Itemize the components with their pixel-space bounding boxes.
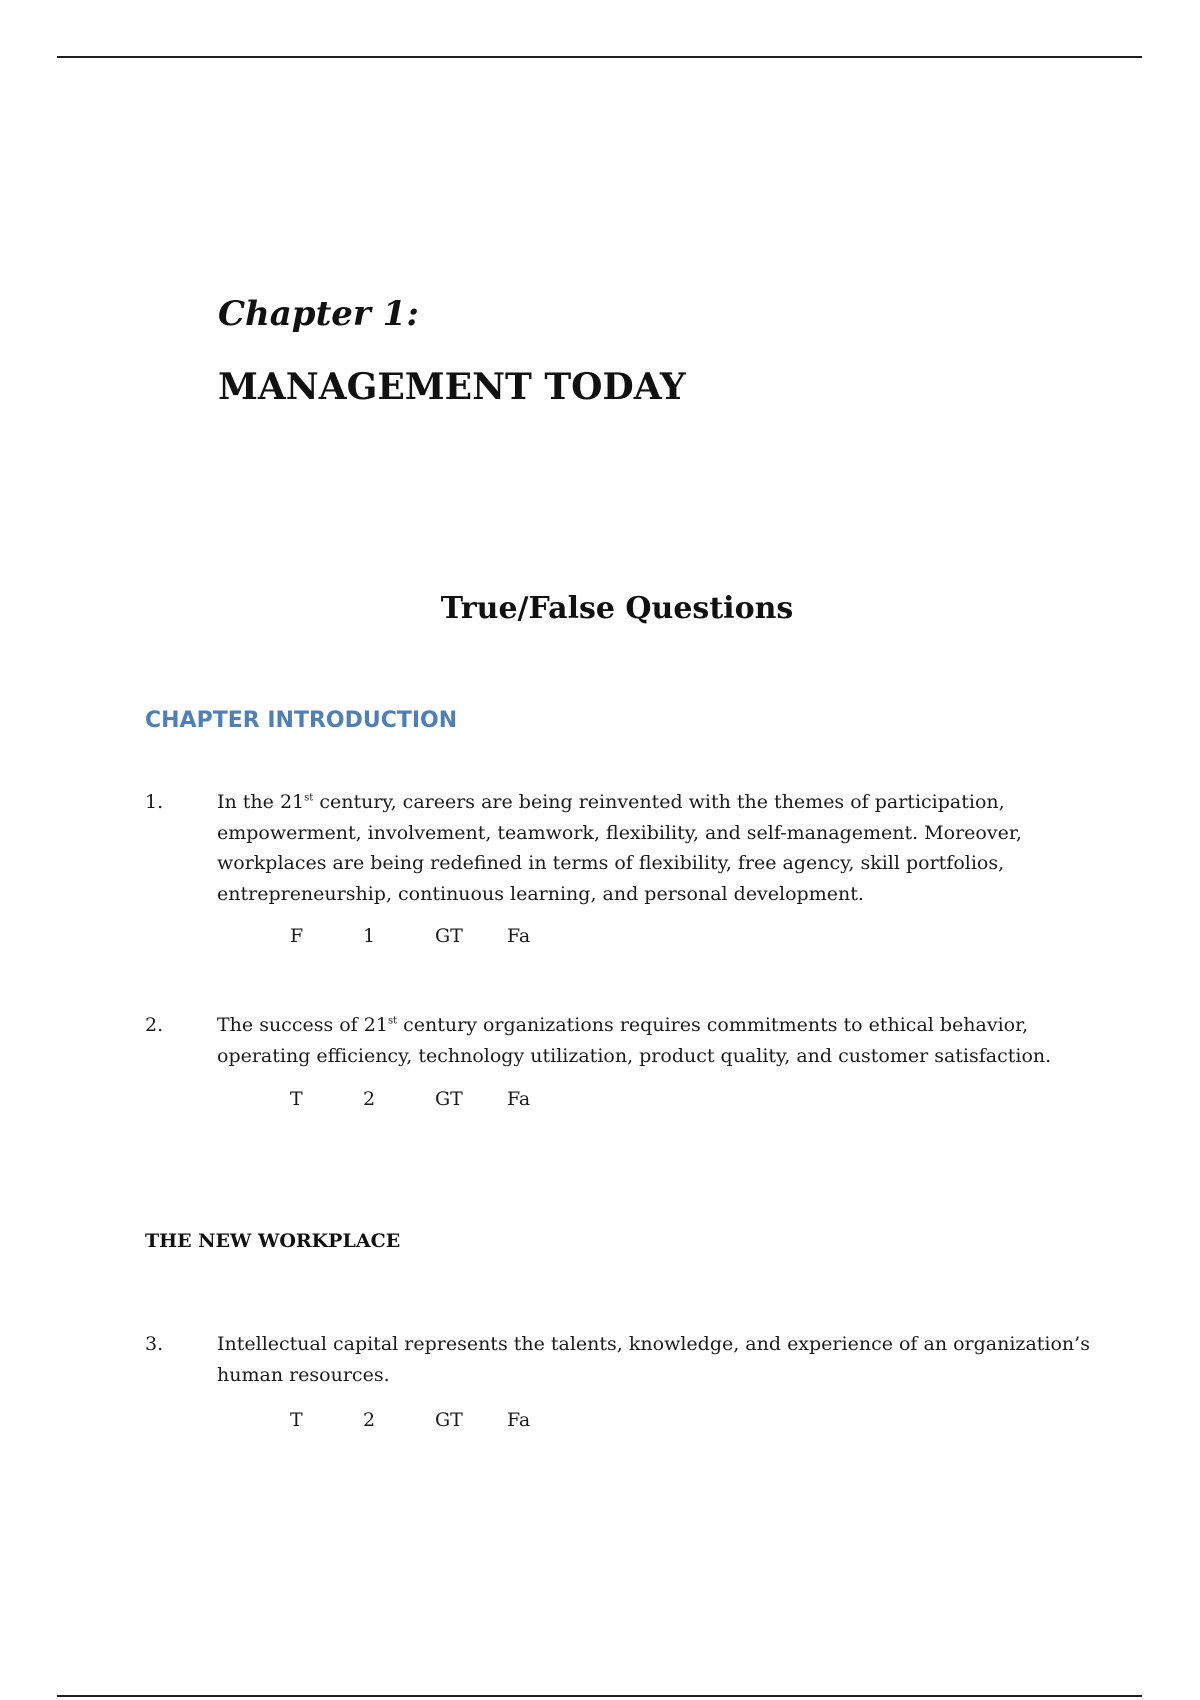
question-text-part: century, careers are being reinvented with the themes of participation, empowerment, involvement, teamwork, flexibility, and self-management. Moreover, workplaces are being redefined in terms of flexibility, free agency, skill portfolios, entrepreneurship, continuous learning, and personal development. bbox=[217, 791, 1022, 905]
chapter-introduction-heading: CHAPTER INTRODUCTION bbox=[145, 708, 458, 733]
chapter-label: Chapter 1: bbox=[218, 294, 419, 334]
question-number: 3. bbox=[145, 1333, 164, 1355]
question-text-part: century organizations requires commitments to ethical behavior, operating efficiency, technology utilization, product quality, and customer satisfaction. bbox=[217, 1014, 1052, 1067]
question-text bbox=[217, 1010, 1117, 1071]
question-text-part: In the 21 bbox=[217, 791, 305, 813]
question-number: 2. bbox=[145, 1014, 164, 1036]
difficulty: 1 bbox=[363, 925, 376, 947]
question-number: 1. bbox=[145, 791, 164, 813]
category: Fa bbox=[507, 925, 531, 947]
ordinal-superscript: st bbox=[387, 1015, 398, 1027]
top-rule bbox=[57, 56, 1142, 58]
question-text bbox=[217, 787, 1117, 909]
question-type: GT bbox=[435, 925, 463, 947]
chapter-title: MANAGEMENT TODAY bbox=[218, 366, 686, 408]
answer: F bbox=[290, 925, 304, 947]
new-workplace-heading: THE NEW WORKPLACE bbox=[145, 1230, 401, 1252]
question-text-part: The success of 21 bbox=[217, 1014, 388, 1036]
question-type: GT bbox=[435, 1409, 463, 1431]
answer: T bbox=[290, 1409, 303, 1431]
question-type: GT bbox=[435, 1088, 463, 1110]
answer: T bbox=[290, 1088, 303, 1110]
ordinal-superscript: st bbox=[304, 792, 314, 804]
category: Fa bbox=[507, 1409, 531, 1431]
section-title: True/False Questions bbox=[440, 591, 794, 626]
category: Fa bbox=[507, 1088, 531, 1110]
bottom-rule bbox=[57, 1695, 1142, 1697]
difficulty: 2 bbox=[363, 1409, 376, 1431]
question-text: Intellectual capital represents the talents, knowledge, and experience of an organization’s human resources. bbox=[217, 1333, 1090, 1386]
difficulty: 2 bbox=[363, 1088, 376, 1110]
